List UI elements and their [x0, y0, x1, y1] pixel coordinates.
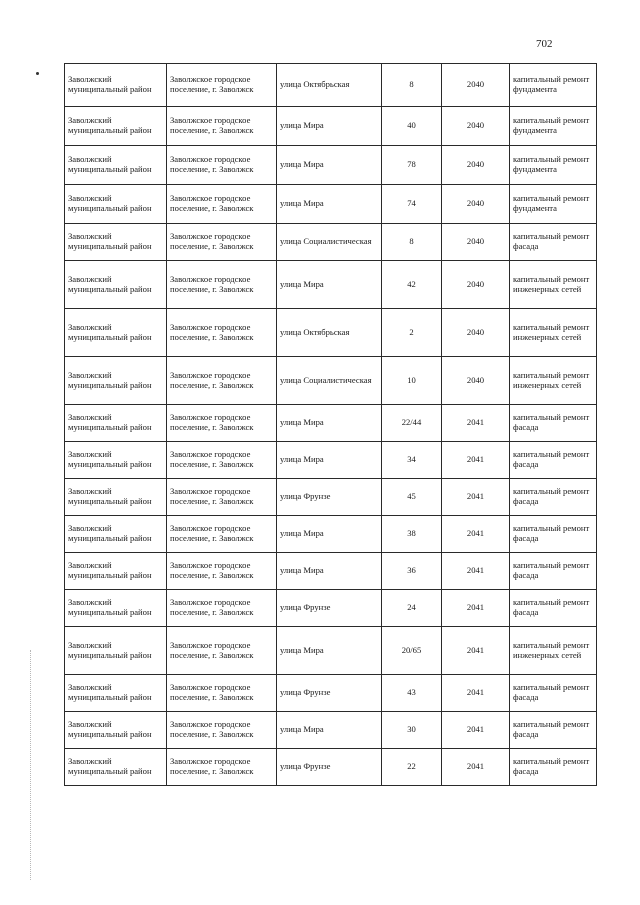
table-row: [65, 675, 597, 712]
house-number-cell: 8: [382, 64, 442, 107]
street-cell: улица Мира: [277, 627, 382, 675]
table-row: [65, 224, 597, 261]
settlement-cell: Заволжское городское поселение, г. Заволжск: [167, 712, 277, 749]
margin-scan-line: [30, 650, 31, 880]
work-type-cell: капитальный ремонт инженерных сетей: [510, 309, 597, 357]
table-row: [65, 261, 597, 309]
district-cell: Заволжский муниципальный район: [65, 479, 167, 516]
work-type-cell: капитальный ремонт фасада: [510, 749, 597, 786]
house-number-cell: 42: [382, 261, 442, 309]
page-number: 702: [536, 38, 553, 50]
settlement-cell: Заволжское городское поселение, г. Заволжск: [167, 146, 277, 185]
district-cell: Заволжский муниципальный район: [65, 64, 167, 107]
table-row: [65, 185, 597, 224]
house-number-cell: 45: [382, 479, 442, 516]
street-cell: улица Мира: [277, 107, 382, 146]
table-row: [65, 712, 597, 749]
street-cell: улица Мира: [277, 185, 382, 224]
street-cell: улица Социалистическая: [277, 357, 382, 405]
district-cell: Заволжский муниципальный район: [65, 749, 167, 786]
planned-year-cell: 2041: [442, 675, 510, 712]
house-number-cell: 2: [382, 309, 442, 357]
district-cell: Заволжский муниципальный район: [65, 261, 167, 309]
work-type-cell: капитальный ремонт фасада: [510, 224, 597, 261]
district-cell: Заволжский муниципальный район: [65, 146, 167, 185]
planned-year-cell: 2040: [442, 261, 510, 309]
district-cell: Заволжский муниципальный район: [65, 185, 167, 224]
planned-year-cell: 2040: [442, 64, 510, 107]
house-number-cell: 8: [382, 224, 442, 261]
work-type-cell: капитальный ремонт фасада: [510, 516, 597, 553]
district-cell: Заволжский муниципальный район: [65, 590, 167, 627]
street-cell: улица Социалистическая: [277, 224, 382, 261]
house-number-cell: 30: [382, 712, 442, 749]
district-cell: Заволжский муниципальный район: [65, 516, 167, 553]
district-cell: Заволжский муниципальный район: [65, 107, 167, 146]
settlement-cell: Заволжское городское поселение, г. Заволжск: [167, 309, 277, 357]
planned-year-cell: 2040: [442, 357, 510, 405]
planned-year-cell: 2041: [442, 749, 510, 786]
margin-dot-mark: [36, 72, 39, 75]
district-cell: Заволжский муниципальный район: [65, 442, 167, 479]
table-row: [65, 405, 597, 442]
settlement-cell: Заволжское городское поселение, г. Заволжск: [167, 405, 277, 442]
settlement-cell: Заволжское городское поселение, г. Заволжск: [167, 516, 277, 553]
settlement-cell: Заволжское городское поселение, г. Заволжск: [167, 185, 277, 224]
settlement-cell: Заволжское городское поселение, г. Заволжск: [167, 553, 277, 590]
district-cell: Заволжский муниципальный район: [65, 553, 167, 590]
district-cell: Заволжский муниципальный район: [65, 675, 167, 712]
work-type-cell: капитальный ремонт инженерных сетей: [510, 357, 597, 405]
table-row: [65, 107, 597, 146]
capital-repair-table: [64, 63, 597, 786]
work-type-cell: капитальный ремонт фундамента: [510, 146, 597, 185]
planned-year-cell: 2041: [442, 516, 510, 553]
planned-year-cell: 2041: [442, 627, 510, 675]
street-cell: улица Мира: [277, 405, 382, 442]
settlement-cell: Заволжское городское поселение, г. Заволжск: [167, 357, 277, 405]
table-row: [65, 309, 597, 357]
table-row: [65, 516, 597, 553]
table-row: [65, 357, 597, 405]
street-cell: улица Мира: [277, 553, 382, 590]
street-cell: улица Мира: [277, 516, 382, 553]
street-cell: улица Октябрьская: [277, 309, 382, 357]
house-number-cell: 38: [382, 516, 442, 553]
work-type-cell: капитальный ремонт инженерных сетей: [510, 261, 597, 309]
planned-year-cell: 2041: [442, 442, 510, 479]
street-cell: улица Октябрьская: [277, 64, 382, 107]
street-cell: улица Мира: [277, 146, 382, 185]
work-type-cell: капитальный ремонт фасада: [510, 479, 597, 516]
settlement-cell: Заволжское городское поселение, г. Заволжск: [167, 627, 277, 675]
house-number-cell: 34: [382, 442, 442, 479]
district-cell: Заволжский муниципальный район: [65, 357, 167, 405]
planned-year-cell: 2040: [442, 107, 510, 146]
work-type-cell: капитальный ремонт инженерных сетей: [510, 627, 597, 675]
planned-year-cell: 2041: [442, 553, 510, 590]
settlement-cell: Заволжское городское поселение, г. Заволжск: [167, 479, 277, 516]
work-type-cell: капитальный ремонт фундамента: [510, 185, 597, 224]
settlement-cell: Заволжское городское поселение, г. Заволжск: [167, 749, 277, 786]
work-type-cell: капитальный ремонт фасада: [510, 442, 597, 479]
work-type-cell: капитальный ремонт фасада: [510, 712, 597, 749]
table-row: [65, 590, 597, 627]
house-number-cell: 40: [382, 107, 442, 146]
settlement-cell: Заволжское городское поселение, г. Заволжск: [167, 442, 277, 479]
house-number-cell: 43: [382, 675, 442, 712]
street-cell: улица Мира: [277, 261, 382, 309]
work-type-cell: капитальный ремонт фасада: [510, 590, 597, 627]
house-number-cell: 78: [382, 146, 442, 185]
street-cell: улица Фрунзе: [277, 479, 382, 516]
settlement-cell: Заволжское городское поселение, г. Заволжск: [167, 224, 277, 261]
street-cell: улица Фрунзе: [277, 590, 382, 627]
planned-year-cell: 2041: [442, 405, 510, 442]
street-cell: улица Мира: [277, 712, 382, 749]
table-row: [65, 627, 597, 675]
table-row: [65, 146, 597, 185]
house-number-cell: 36: [382, 553, 442, 590]
work-type-cell: капитальный ремонт фундамента: [510, 64, 597, 107]
work-type-cell: капитальный ремонт фасада: [510, 405, 597, 442]
work-type-cell: капитальный ремонт фундамента: [510, 107, 597, 146]
settlement-cell: Заволжское городское поселение, г. Заволжск: [167, 675, 277, 712]
settlement-cell: Заволжское городское поселение, г. Заволжск: [167, 261, 277, 309]
planned-year-cell: 2041: [442, 590, 510, 627]
settlement-cell: Заволжское городское поселение, г. Заволжск: [167, 107, 277, 146]
house-number-cell: 74: [382, 185, 442, 224]
district-cell: Заволжский муниципальный район: [65, 224, 167, 261]
house-number-cell: 24: [382, 590, 442, 627]
district-cell: Заволжский муниципальный район: [65, 309, 167, 357]
street-cell: улица Фрунзе: [277, 749, 382, 786]
planned-year-cell: 2040: [442, 185, 510, 224]
table-row: [65, 479, 597, 516]
planned-year-cell: 2040: [442, 224, 510, 261]
street-cell: улица Мира: [277, 442, 382, 479]
table-body: [65, 64, 597, 786]
table-row: [65, 442, 597, 479]
house-number-cell: 10: [382, 357, 442, 405]
planned-year-cell: 2040: [442, 146, 510, 185]
district-cell: Заволжский муниципальный район: [65, 712, 167, 749]
planned-year-cell: 2041: [442, 479, 510, 516]
planned-year-cell: 2041: [442, 712, 510, 749]
street-cell: улица Фрунзе: [277, 675, 382, 712]
table-row: [65, 64, 597, 107]
district-cell: Заволжский муниципальный район: [65, 627, 167, 675]
table-row: [65, 553, 597, 590]
house-number-cell: 22/44: [382, 405, 442, 442]
house-number-cell: 20/65: [382, 627, 442, 675]
planned-year-cell: 2040: [442, 309, 510, 357]
work-type-cell: капитальный ремонт фасада: [510, 553, 597, 590]
settlement-cell: Заволжское городское поселение, г. Заволжск: [167, 590, 277, 627]
work-type-cell: капитальный ремонт фасада: [510, 675, 597, 712]
house-number-cell: 22: [382, 749, 442, 786]
district-cell: Заволжский муниципальный район: [65, 405, 167, 442]
settlement-cell: Заволжское городское поселение, г. Заволжск: [167, 64, 277, 107]
table-row: [65, 749, 597, 786]
